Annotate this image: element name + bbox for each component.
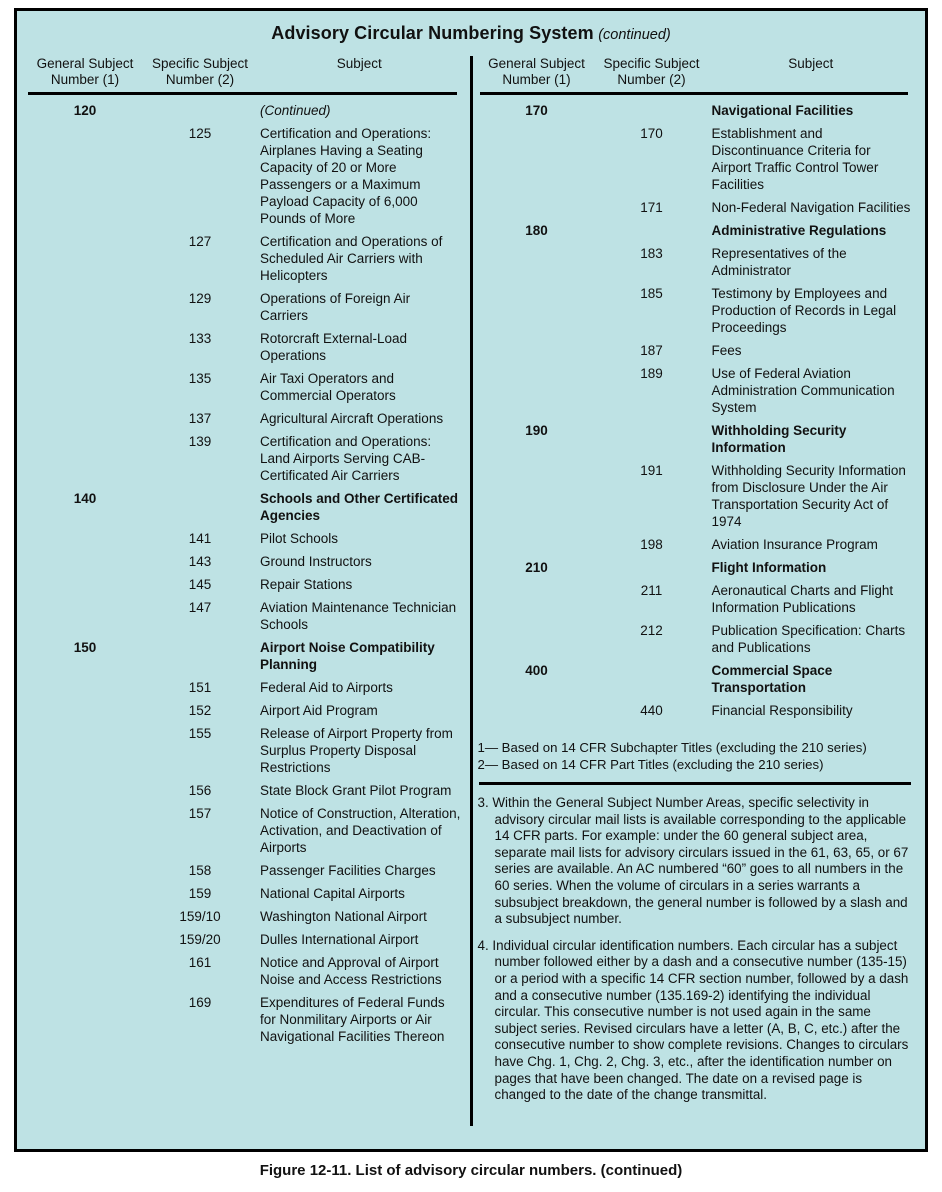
subject-text: Agricultural Aircraft Operations bbox=[260, 411, 444, 426]
footnote-2: 2— Based on 14 CFR Part Titles (excluding the 210 series) bbox=[477, 757, 824, 772]
general-subject-number: 120 bbox=[73, 103, 97, 118]
general-subject-number bbox=[26, 233, 144, 284]
general-subject-number bbox=[26, 679, 144, 696]
subject-text: Notice of Construction, Alteration, Activation, and Deactivation of Airports bbox=[260, 806, 461, 855]
table-row bbox=[478, 222, 915, 239]
table-row bbox=[478, 342, 915, 359]
footnotes bbox=[478, 739, 915, 773]
subject-text: Aviation Maintenance Technician Schools bbox=[260, 600, 457, 632]
specific-subject-number: 212 bbox=[640, 623, 663, 638]
table-row bbox=[26, 290, 463, 324]
specific-subject-number: 145 bbox=[188, 577, 212, 592]
specific-subject-number: 156 bbox=[188, 783, 212, 798]
table-row bbox=[478, 365, 915, 416]
table-row bbox=[478, 536, 915, 553]
specific-subject-number: 155 bbox=[188, 726, 212, 741]
general-subject-number bbox=[26, 433, 144, 484]
general-subject-number: 400 bbox=[525, 663, 548, 678]
specific-subject-number: 183 bbox=[640, 246, 663, 261]
general-subject-number bbox=[26, 805, 144, 856]
subject-text: State Block Grant Pilot Program bbox=[260, 783, 452, 798]
general-subject-number bbox=[26, 994, 144, 1045]
subject-text: Airport Noise Compatibility Planning bbox=[260, 640, 435, 672]
table-row bbox=[26, 805, 463, 856]
right-column-group bbox=[473, 56, 922, 1144]
specific-subject-number: 127 bbox=[188, 234, 212, 249]
specific-subject-number bbox=[596, 559, 708, 576]
subject-text: Certification and Operations: Land Airports Serving CAB-Certificated Air Carriers bbox=[260, 434, 432, 483]
table-row bbox=[26, 931, 463, 948]
general-subject-number bbox=[26, 370, 144, 404]
subject-text: Certification and Operations of Scheduled Air Carriers with Helicopters bbox=[260, 234, 443, 283]
subject-text: Airport Aid Program bbox=[260, 703, 378, 718]
specific-subject-number bbox=[596, 662, 708, 696]
table-row bbox=[478, 199, 915, 216]
specific-subject-number: 125 bbox=[188, 126, 212, 141]
table-row bbox=[26, 490, 463, 524]
table-row bbox=[26, 782, 463, 799]
general-subject-number: 180 bbox=[525, 223, 548, 238]
specific-subject-number: 198 bbox=[640, 537, 663, 552]
general-subject-number bbox=[26, 530, 144, 547]
specific-subject-number: 191 bbox=[640, 463, 663, 478]
note-number: 3. bbox=[477, 795, 489, 810]
footnote-1: 1— Based on 14 CFR Subchapter Titles (excluding the 210 series) bbox=[477, 740, 867, 755]
table-row bbox=[26, 994, 463, 1045]
general-subject-number bbox=[26, 125, 144, 227]
note-item bbox=[478, 795, 915, 928]
table-row bbox=[26, 862, 463, 879]
general-subject-number: 190 bbox=[525, 423, 548, 438]
specific-subject-number: 171 bbox=[640, 200, 663, 215]
subject-text: Fees bbox=[711, 343, 742, 358]
specific-subject-number: 152 bbox=[188, 703, 212, 718]
subject-text: Financial Responsibility bbox=[711, 703, 853, 718]
table-row bbox=[478, 285, 915, 336]
specific-subject-number bbox=[144, 490, 256, 524]
subject-text: Passenger Facilities Charges bbox=[260, 863, 436, 878]
specific-subject-number: 159/10 bbox=[179, 909, 221, 924]
general-subject-number bbox=[26, 782, 144, 799]
general-subject-number bbox=[478, 536, 596, 553]
header-subject: Subject bbox=[336, 56, 382, 71]
general-subject-number bbox=[26, 725, 144, 776]
general-subject-number: 170 bbox=[525, 103, 548, 118]
general-subject-number bbox=[478, 365, 596, 416]
table-row bbox=[26, 725, 463, 776]
general-subject-number bbox=[478, 582, 596, 616]
general-subject-number bbox=[26, 576, 144, 593]
table-row bbox=[478, 102, 915, 119]
subject-text: Federal Aid to Airports bbox=[260, 680, 393, 695]
subject-text: Operations of Foreign Air Carriers bbox=[260, 291, 411, 323]
specific-subject-number: 185 bbox=[640, 286, 663, 301]
specific-subject-number bbox=[596, 102, 708, 119]
table-row bbox=[26, 330, 463, 364]
table-row bbox=[26, 599, 463, 633]
table-title: Advisory Circular Numbering System bbox=[271, 23, 594, 43]
subject-text: Notice and Approval of Airport Noise and Access Restrictions bbox=[260, 955, 442, 987]
right-column-header bbox=[478, 56, 915, 87]
subject-text: Establishment and Discontinuance Criteria for Airport Traffic Control Tower Facilities bbox=[711, 126, 879, 192]
specific-subject-number: 133 bbox=[188, 331, 212, 346]
table-row bbox=[26, 102, 463, 119]
table-title-continued: (continued) bbox=[598, 27, 671, 43]
subject-text: Withholding Security Information bbox=[711, 423, 847, 455]
table-row bbox=[478, 559, 915, 576]
note-number: 4. bbox=[477, 937, 489, 953]
table-row bbox=[26, 954, 463, 988]
specific-subject-number: 211 bbox=[640, 583, 663, 598]
left-rows bbox=[26, 102, 463, 1051]
table-row bbox=[478, 702, 915, 719]
general-subject-number bbox=[478, 125, 596, 193]
general-subject-number bbox=[26, 862, 144, 879]
specific-subject-number: 161 bbox=[188, 955, 212, 970]
subject-text: Navigational Facilities bbox=[711, 103, 854, 118]
subject-text: Non-Federal Navigation Facilities bbox=[711, 200, 911, 215]
general-subject-number bbox=[26, 702, 144, 719]
general-subject-number bbox=[478, 285, 596, 336]
table-row bbox=[26, 908, 463, 925]
header-general-subject-number: General Subject Number (1) bbox=[488, 56, 585, 87]
general-subject-number bbox=[26, 954, 144, 988]
specific-subject-number bbox=[596, 222, 708, 239]
subject-text: Administrative Regulations bbox=[711, 223, 887, 238]
general-subject-number bbox=[478, 245, 596, 279]
subject-text: Pilot Schools bbox=[260, 531, 339, 546]
general-subject-number bbox=[478, 199, 596, 216]
general-subject-number bbox=[478, 622, 596, 656]
subject-text: Representatives of the Administrator bbox=[711, 246, 847, 278]
header-subject: Subject bbox=[788, 56, 834, 71]
advisory-circular-table bbox=[14, 8, 928, 1152]
specific-subject-number: 139 bbox=[188, 434, 212, 449]
specific-subject-number: 158 bbox=[188, 863, 212, 878]
specific-subject-number bbox=[144, 102, 256, 119]
header-rule bbox=[28, 92, 457, 95]
subject-text: Testimony by Employees and Production of Records in Legal Proceedings bbox=[711, 286, 897, 335]
specific-subject-number: 151 bbox=[188, 680, 212, 695]
header-specific-subject-number: Specific Subject Number (2) bbox=[151, 56, 249, 87]
notes bbox=[478, 795, 915, 1114]
table-row bbox=[26, 679, 463, 696]
specific-subject-number: 187 bbox=[640, 343, 663, 358]
header-general-subject-number: General Subject Number (1) bbox=[36, 56, 134, 87]
general-subject-number bbox=[478, 702, 596, 719]
specific-subject-number: 147 bbox=[188, 600, 212, 615]
specific-subject-number: 189 bbox=[640, 366, 663, 381]
general-subject-number bbox=[26, 553, 144, 570]
subject-text: Expenditures of Federal Funds for Nonmilitary Airports or Air Navigational Facilities Thereon bbox=[260, 995, 445, 1044]
note-text: Individual circular identification numbers. Each circular has a subject number followed either by a dash and a consecutive number (135-15) or a period with a specific 14 CFR section number, followed by a dash and a consecutive number (135.169-2) identifying the individual circular. This consecutive number is not used again in the same subject series. Revised circulars have a letter (A, B, C, etc.) after the consecutive number to show complete revisions. Changes to circulars have Chg. 1, Chg. 2, Chg. 3, etc., after the identification number on pages that have been changed. The date on a revised page is changed to the date of the change transmittal. bbox=[492, 937, 909, 1103]
general-subject-number bbox=[26, 330, 144, 364]
figure-caption: Figure 12-11. List of advisory circular numbers. (continued) bbox=[259, 1162, 683, 1179]
table-row bbox=[478, 125, 915, 193]
subject-text: Aviation Insurance Program bbox=[711, 537, 878, 552]
subject-text: Release of Airport Property from Surplus Property Disposal Restrictions bbox=[260, 726, 453, 775]
table-row bbox=[26, 530, 463, 547]
left-column-header bbox=[26, 56, 463, 87]
subject-text: Aeronautical Charts and Flight Information Publications bbox=[711, 583, 894, 615]
table-row bbox=[26, 885, 463, 902]
table-columns bbox=[21, 56, 921, 1144]
table-row bbox=[478, 582, 915, 616]
table-row bbox=[478, 245, 915, 279]
table-row bbox=[26, 233, 463, 284]
table-row bbox=[26, 433, 463, 484]
specific-subject-number: 129 bbox=[188, 291, 212, 306]
subject-text: National Capital Airports bbox=[260, 886, 405, 901]
header-specific-subject-number: Specific Subject Number (2) bbox=[603, 56, 700, 87]
subject-text: Air Taxi Operators and Commercial Operators bbox=[260, 371, 396, 403]
table-row bbox=[478, 662, 915, 696]
subject-text: Flight Information bbox=[711, 560, 827, 575]
subject-text: (Continued) bbox=[260, 103, 331, 118]
general-subject-number: 210 bbox=[525, 560, 548, 575]
specific-subject-number: 135 bbox=[188, 371, 212, 386]
table-row bbox=[26, 125, 463, 227]
general-subject-number bbox=[478, 342, 596, 359]
specific-subject-number: 137 bbox=[188, 411, 212, 426]
general-subject-number bbox=[26, 290, 144, 324]
general-subject-number bbox=[26, 931, 144, 948]
general-subject-number bbox=[478, 462, 596, 530]
table-row bbox=[478, 622, 915, 656]
specific-subject-number: 169 bbox=[188, 995, 212, 1010]
table-row bbox=[478, 422, 915, 456]
specific-subject-number: 170 bbox=[640, 126, 663, 141]
right-rows bbox=[478, 102, 915, 725]
table-row bbox=[26, 553, 463, 570]
table-row bbox=[26, 639, 463, 673]
subject-text: Repair Stations bbox=[260, 577, 353, 592]
note-text: Within the General Subject Number Areas, specific selectivity in advisory circular mail lists is available corresponding to the applicable 14 CFR parts. For example: under the 60 general subject area, separate mail lists for advisory circulars issued in the 61, 63, 65, or 67 series are available. An AC numbered “60” goes to all numbers in the 60 series. When the volume of circulars in a series warrants a subsubject breakdown, the general number is followed by a slash and a subsubject number. bbox=[492, 795, 909, 927]
general-subject-number: 140 bbox=[73, 491, 97, 506]
table-row bbox=[26, 576, 463, 593]
subject-text: Publication Specification: Charts and Publications bbox=[711, 623, 906, 655]
notes-divider-rule bbox=[479, 782, 912, 785]
subject-text: Commercial Space Transportation bbox=[711, 663, 833, 695]
table-row bbox=[26, 410, 463, 427]
specific-subject-number: 143 bbox=[188, 554, 212, 569]
subject-text: Dulles International Airport bbox=[260, 932, 419, 947]
specific-subject-number: 159/20 bbox=[179, 932, 221, 947]
table-row bbox=[26, 370, 463, 404]
left-column-group bbox=[21, 56, 470, 1144]
subject-text: Use of Federal Aviation Administration Communication System bbox=[711, 366, 895, 415]
table-title-row bbox=[21, 23, 921, 44]
note-item bbox=[478, 938, 915, 1104]
subject-text: Ground Instructors bbox=[260, 554, 372, 569]
general-subject-number bbox=[26, 410, 144, 427]
specific-subject-number: 159 bbox=[188, 886, 212, 901]
general-subject-number bbox=[26, 908, 144, 925]
subject-text: Withholding Security Information from Disclosure Under the Air Transportation Security Act of 1974 bbox=[711, 463, 906, 529]
general-subject-number bbox=[26, 885, 144, 902]
table-row bbox=[26, 702, 463, 719]
subject-text: Schools and Other Certificated Agencies bbox=[260, 491, 459, 523]
specific-subject-number bbox=[596, 422, 708, 456]
subject-text: Rotorcraft External-Load Operations bbox=[260, 331, 408, 363]
specific-subject-number bbox=[144, 639, 256, 673]
general-subject-number bbox=[26, 599, 144, 633]
table-row bbox=[478, 462, 915, 530]
subject-text: Washington National Airport bbox=[260, 909, 427, 924]
specific-subject-number: 440 bbox=[640, 703, 663, 718]
subject-text: Certification and Operations: Airplanes Having a Seating Capacity of 20 or More Passengers or a Maximum Payload Capacity of 6,000 Pounds of More bbox=[260, 126, 432, 226]
specific-subject-number: 141 bbox=[188, 531, 212, 546]
specific-subject-number: 157 bbox=[188, 806, 212, 821]
general-subject-number: 150 bbox=[73, 640, 97, 655]
header-rule bbox=[480, 92, 909, 95]
